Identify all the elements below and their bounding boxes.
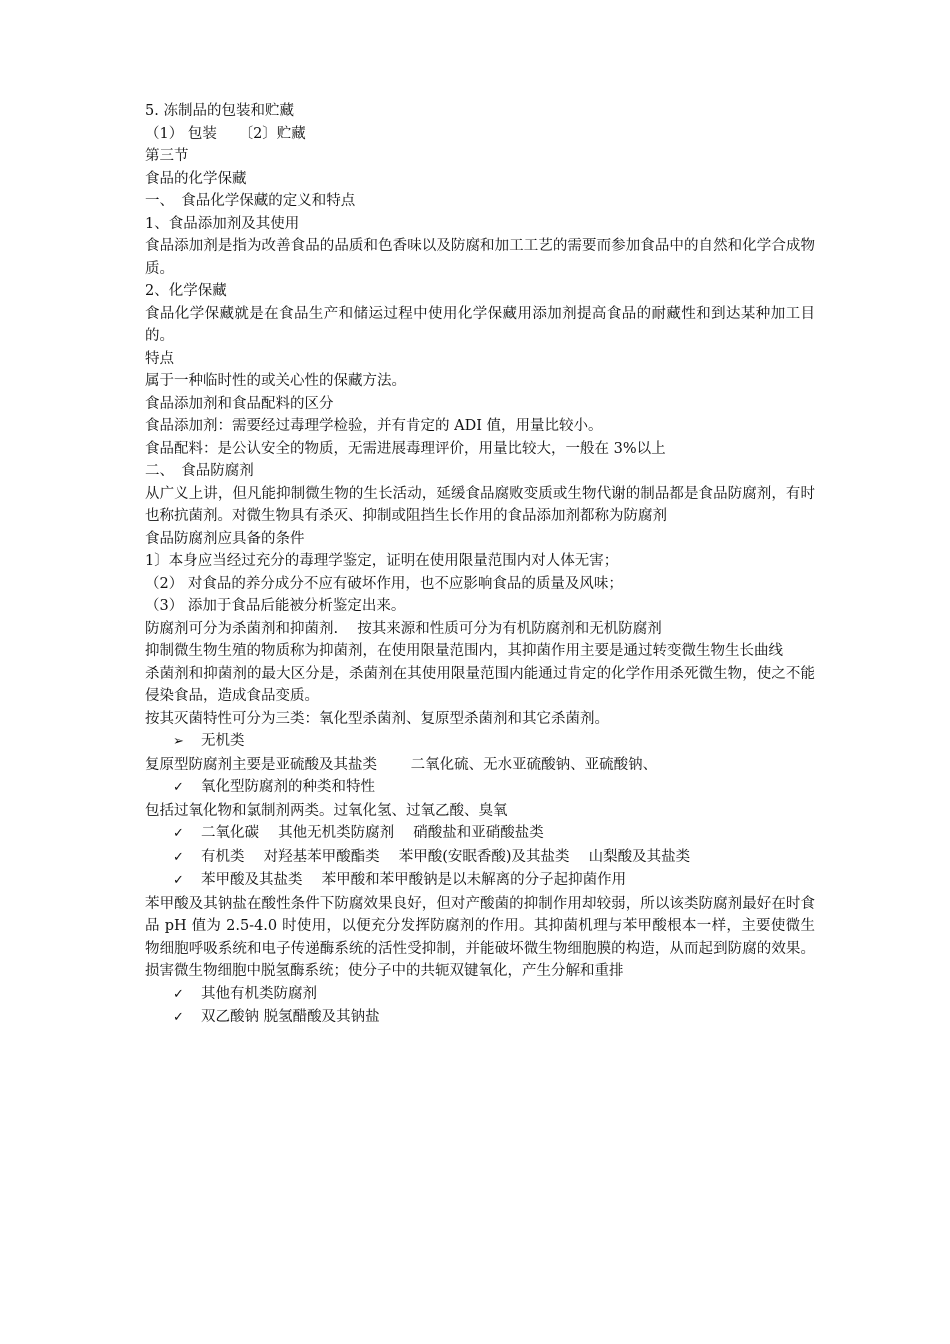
paragraph-bactericide-difference: 杀菌剂和抑菌剂的最大区分是，杀菌剂在其使用限量范围内能通过肯定的化学作用杀死微生物，使之不能侵染食品，造成食品变质。 bbox=[145, 665, 815, 704]
bullet-oxidizing bbox=[145, 776, 815, 800]
bullet-text: 氧化型防腐剂的种类和特性 bbox=[201, 779, 375, 795]
heading-frozen-packaging: 5. 冻制品的包装和贮藏 bbox=[145, 103, 294, 119]
paragraph-inhibitor: 抑制微生物生殖的物质称为抑菌剂，在使用限量范围内，其抑菌作用主要是通过转变微生物生长曲线 bbox=[145, 643, 783, 659]
paragraph-benzoic-mechanism: 苯甲酸及其钠盐在酸性条件下防腐效果良好，但对产酸菌的抑制作用却较弱，所以该类防腐剂最好在时食品 pH 值为 2.5-4.0 时使用，以便充分发挥防腐剂的作用。其抑菌机理与苯甲酸根本一样，主要使微生物细胞呼吸系统和电子传递酶系统的活性受抑制，并能破坏微生物细胞膜的构造，从而起到防腐的效果。损害微生物细胞中脱氢酶系统；使分子中的共轭双键氧化，产生分解和重排 bbox=[145, 895, 815, 979]
checkmark-bullet-icon: ✓ bbox=[173, 826, 184, 841]
bullet-organic bbox=[145, 846, 815, 870]
bullet-benzoic bbox=[145, 869, 815, 893]
text-additive-definition: 食品添加剂：需要经过毒理学检验，并有肯定的 ADI 值，用量比较小。 bbox=[145, 418, 603, 434]
arrow-bullet-icon: ➢ bbox=[173, 734, 184, 749]
text-peroxides: 包括过氧化物和氯制剂两类。过氧化氢、过氧乙酸、臭氧 bbox=[145, 802, 508, 819]
text-reducing-preservatives: 复原型防腐剂主要是亚硫酸及其盐类 二氧化硫、无水亚硫酸钠、亚硫酸钠、 bbox=[145, 756, 658, 773]
checkmark-bullet-icon: ✓ bbox=[173, 849, 184, 865]
heading-conditions: 食品防腐剂应具备的条件 bbox=[145, 530, 305, 547]
bullet-text: 苯甲酸及其盐类 苯甲酸和苯甲酸钠是以未解离的分子起抑菌作用 bbox=[201, 872, 627, 888]
document-page bbox=[145, 100, 815, 1030]
subheading-packaging-storage: （1） 包装 〔2〕贮藏 bbox=[145, 125, 306, 142]
checkmark-bullet-icon: ✓ bbox=[173, 1010, 184, 1025]
checkmark-bullet-icon: ✓ bbox=[173, 873, 184, 888]
heading-additives: 1、食品添加剂及其使用 bbox=[145, 215, 300, 232]
bullet-other-organic bbox=[145, 983, 815, 1007]
text-ingredient-definition: 食品配料：是公认安全的物质，无需进展毒理评价，用量比较大，一般在 3%以上 bbox=[145, 440, 666, 457]
section-number: 第三节 bbox=[145, 148, 189, 164]
label-features: 特点 bbox=[145, 350, 174, 367]
bullet-sodium-diacetate bbox=[145, 1006, 815, 1030]
bullet-text: 双乙酸钠 脱氢醋酸及其钠盐 bbox=[201, 1009, 380, 1025]
section-title: 食品的化学保藏 bbox=[145, 170, 247, 187]
checkmark-bullet-icon: ✓ bbox=[173, 986, 184, 1002]
checkmark-bullet-icon: ✓ bbox=[173, 780, 184, 795]
bullet-text: 其他有机类防腐剂 bbox=[201, 985, 317, 1002]
heading-chemical-preservation: 2、化学保藏 bbox=[145, 283, 227, 299]
paragraph-chemical-preservation: 食品化学保藏就是在食品生产和储运过程中使用化学保藏用添加剂提高食品的耐藏性和到达某种加工目的。 bbox=[145, 305, 815, 344]
paragraph-additive-definition: 食品添加剂是指为改善食品的品质和色香味以及防腐和加工工艺的需要而参加食品中的自然和化学合成物质。 bbox=[145, 238, 815, 277]
bullet-text: 无机类 bbox=[201, 733, 245, 749]
text-features: 属于一种临时性的或关心性的保藏方法。 bbox=[145, 373, 406, 389]
condition-item-1: 1〕本身应当经过充分的毒理学鉴定，证明在使用限量范围内对人体无害； bbox=[145, 553, 619, 569]
condition-item-3: （3） 添加于食品后能被分析鉴定出来。 bbox=[145, 598, 406, 614]
text-three-types: 按其灭菌特性可分为三类：氧化型杀菌剂、复原型杀菌剂和其它杀菌剂。 bbox=[145, 710, 609, 727]
bullet-co2 bbox=[145, 822, 815, 846]
condition-item-2: （2） 对食品的养分成分不应有破坏作用，也不应影响食品的质量及风味； bbox=[145, 575, 623, 592]
heading-additive-vs-ingredient: 食品添加剂和食品配料的区分 bbox=[145, 395, 334, 412]
paragraph-preservatives: 从广义上讲，但凡能抑制微生物的生长活动，延缓食品腐败变质或生物代谢的制品都是食品防腐剂，有时也称抗菌剂。对微生物具有杀灭、抑制或阻挡生长作用的食品添加剂都称为防腐剂 bbox=[145, 485, 815, 524]
bullet-text: 二氧化碳 其他无机类防腐剂 硝酸盐和亚硝酸盐类 bbox=[201, 825, 544, 841]
text-classification: 防腐剂可分为杀菌剂和抑菌剂. 按其来源和性质可分为有机防腐剂和无机防腐剂 bbox=[145, 620, 662, 637]
bullet-inorganic bbox=[145, 730, 815, 754]
heading-preservatives: 二、 食品防腐剂 bbox=[145, 463, 254, 479]
bullet-text: 有机类 对羟基苯甲酸酯类 苯甲酸(安眠香酸)及其盐类 山梨酸及其盐类 bbox=[201, 848, 691, 865]
heading-definition: 一、 食品化学保藏的定义和特点 bbox=[145, 193, 356, 209]
